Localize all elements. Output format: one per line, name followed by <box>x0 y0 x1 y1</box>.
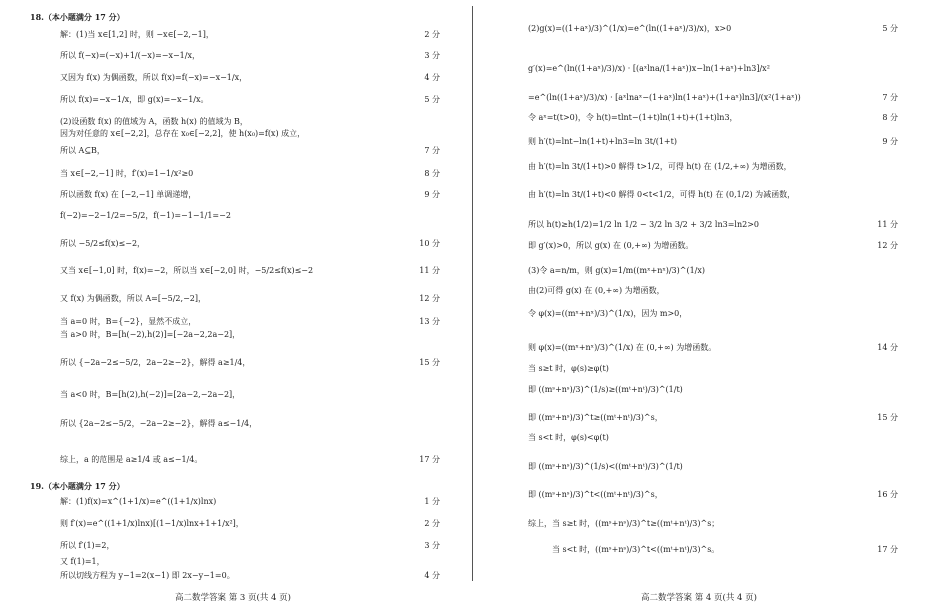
answer-line: 即 ((mˢ+nˢ)/3)^t≥((mᵗ+nᵗ)/3)^s， <box>528 413 663 422</box>
score-label: 11 分 <box>419 266 440 275</box>
score-label: 11 分 <box>877 220 898 229</box>
score-label: 7 分 <box>882 93 898 102</box>
score-label: 17 分 <box>877 545 898 554</box>
answer-line: 由(2)可得 g(x) 在 (0,+∞) 为增函数， <box>528 286 665 295</box>
score-label: 2 分 <box>424 30 440 39</box>
answer-line: 由 h′(t)=ln 3t/(1+t)>0 解得 t>1/2，可得 h(t) 在 (1/2,+∞) 为增函数， <box>528 162 792 171</box>
answer-line: 则 f′(x)=e^((1+1/x)lnx)[(1−1/x)lnx+1+1/x²]， <box>60 519 244 528</box>
answer-line: 所以 −5/2≤f(x)≤−2， <box>60 239 146 248</box>
answer-line: 19.（本小题满分 17 分） <box>30 481 125 491</box>
answer-line: g′(x)=e^(ln((1+aˣ)/3)/x) · [(aˣlna/(1+aˣ))x−ln(1+aˣ)+ln3]/x² <box>528 64 770 73</box>
answer-line: 所以 {2a−2≤−5/2，−2a−2≥−2}，解得 a≤−1/4， <box>60 419 258 428</box>
score-label: 15 分 <box>419 358 440 367</box>
answer-line: 当 s≥t 时，φ(s)≥φ(t) <box>528 364 609 373</box>
score-label: 2 分 <box>424 519 440 528</box>
answer-line: 当 s<t 时，φ(s)<φ(t) <box>528 433 609 442</box>
answer-line: 则 h′(t)=lnt−ln(1+t)+ln3=ln 3t/(1+t) <box>528 137 677 146</box>
answer-line: 所以 f′(1)=2， <box>60 541 115 550</box>
answer-line: 即 ((mˢ+nˢ)/3)^(1/s)≥((mᵗ+nᵗ)/3)^(1/t) <box>528 385 683 394</box>
answer-line: 即 ((mˢ+nˢ)/3)^t<((mᵗ+nᵗ)/3)^s， <box>528 490 663 499</box>
answer-line: 当 a<0 时，B=[h(2),h(−2)]=[2a−2,−2a−2]， <box>60 390 241 399</box>
answer-line: 即 g′(x)>0，所以 g(x) 在 (0,+∞) 为增函数。 <box>528 241 694 250</box>
answer-line: 当 a>0 时，B=[h(−2),h(2)]=[−2a−2,2a−2]， <box>60 330 241 339</box>
answer-line: 当 s<t 时，((mˢ+nˢ)/3)^t<((mᵗ+nᵗ)/3)^s。 <box>552 545 720 554</box>
answer-line: 当 a=0 时，B={−2}，显然不成立， <box>60 317 197 326</box>
score-label: 8 分 <box>882 113 898 122</box>
answer-line: 综上，a 的范围是 a≥1/4 或 a≤−1/4。 <box>60 455 203 464</box>
score-label: 10 分 <box>419 239 440 248</box>
score-label: 4 分 <box>424 571 440 580</box>
score-label: 1 分 <box>424 497 440 506</box>
answer-line: 所以函数 f(x) 在 [−2,−1] 单调递增， <box>60 190 197 199</box>
answer-line: 综上，当 s≥t 时，((mˢ+nˢ)/3)^t≥((mᵗ+nᵗ)/3)^s； <box>528 519 720 528</box>
answer-line: 解：(1)f(x)=x^(1+1/x)=e^((1+1/x)lnx) <box>60 497 217 506</box>
score-label: 13 分 <box>419 317 440 326</box>
answer-line: (2)g(x)=((1+aˣ)/3)^(1/x)=e^(ln((1+aˣ)/3)/x)，x>0 <box>528 24 732 33</box>
answer-line: 当 x∈[−2,−1] 时，f′(x)=1−1/x²≥0 <box>60 169 194 178</box>
score-label: 9 分 <box>882 137 898 146</box>
answer-line: 又因为 f(x) 为偶函数，所以 f(x)=f(−x)=−x−1/x， <box>60 73 248 82</box>
score-label: 16 分 <box>877 490 898 499</box>
answer-line: 令 aˣ=t(t>0)，令 h(t)=tlnt−(1+t)ln(1+t)+(1+t)ln3， <box>528 113 738 122</box>
answer-line: (3)令 a=n/m，则 g(x)=1/m((mˣ+nˣ)/3)^(1/x) <box>528 266 706 275</box>
page-divider <box>472 6 473 581</box>
answer-line: 18.（本小题满分 17 分） <box>30 12 125 22</box>
answer-line: 即 ((mˢ+nˢ)/3)^(1/s)<((mᵗ+nᵗ)/3)^(1/t) <box>528 462 683 471</box>
answer-line: 令 φ(x)=((mˣ+nˣ)/3)^(1/x)，因为 m>0， <box>528 309 688 318</box>
score-label: 7 分 <box>424 146 440 155</box>
right-page <box>476 0 950 613</box>
page-footer: 高二数学答案 第 3 页(共 4 页) <box>175 593 291 603</box>
score-label: 3 分 <box>424 541 440 550</box>
score-label: 12 分 <box>419 294 440 303</box>
score-label: 4 分 <box>424 73 440 82</box>
answer-line: 又 f(x) 为偶函数，所以 A=[−5/2,−2]， <box>60 294 206 303</box>
score-label: 3 分 <box>424 51 440 60</box>
score-label: 5 分 <box>882 24 898 33</box>
score-label: 12 分 <box>877 241 898 250</box>
score-label: 15 分 <box>877 413 898 422</box>
answer-line: 因为对任意的 x∈[−2,2]，总存在 x₀∈[−2,2]，使 h(x₀)=f(x) 成立， <box>60 129 306 138</box>
page-footer: 高二数学答案 第 4 页(共 4 页) <box>641 593 757 603</box>
answer-line: f(−2)=−2−1/2=−5/2，f(−1)=−1−1/1=−2 <box>60 211 231 220</box>
answer-line: 又 f(1)=1， <box>60 557 105 566</box>
answer-line: 则 φ(x)=((mˣ+nˣ)/3)^(1/x) 在 (0,+∞) 为增函数。 <box>528 343 717 352</box>
answer-line: 所以 f(−x)=(−x)+1/(−x)=−x−1/x， <box>60 51 200 60</box>
answer-line: 又当 x∈[−1,0] 时，f(x)=−2，所以当 x∈[−2,0] 时，−5/2≤f(x)≤−2 <box>60 266 314 275</box>
score-label: 17 分 <box>419 455 440 464</box>
score-label: 5 分 <box>424 95 440 104</box>
answer-line: 解：(1)当 x∈[1,2] 时，则 −x∈[−2,−1]， <box>60 30 214 39</box>
score-label: 8 分 <box>424 169 440 178</box>
score-label: 14 分 <box>877 343 898 352</box>
answer-line: 由 h′(t)=ln 3t/(1+t)<0 解得 0<t<1/2，可得 h(t) 在 (0,1/2) 为减函数， <box>528 190 796 199</box>
answer-line: 所以 f(x)=−x−1/x，即 g(x)=−x−1/x。 <box>60 95 209 104</box>
answer-line: (2)设函数 f(x) 的值域为 A，函数 h(x) 的值域为 B， <box>60 117 248 126</box>
answer-line: 所以切线方程为 y−1=2(x−1) 即 2x−y−1=0。 <box>60 571 235 580</box>
answer-line: =e^(ln((1+aˣ)/3)/x) · [aˣlnaˣ−(1+aˣ)ln(1+aˣ)+(1+aˣ)ln3]/(x²(1+aˣ)) <box>528 93 801 102</box>
answer-line: 所以 {−2a−2≤−5/2，2a−2≥−2}，解得 a≥1/4， <box>60 358 251 367</box>
score-label: 9 分 <box>424 190 440 199</box>
answer-line: 所以 A⊆B， <box>60 146 105 155</box>
answer-line: 所以 h(t)≥h(1/2)=1/2 ln 1/2 − 3/2 ln 3/2 + 3/2 ln3=ln2>0 <box>528 220 760 229</box>
